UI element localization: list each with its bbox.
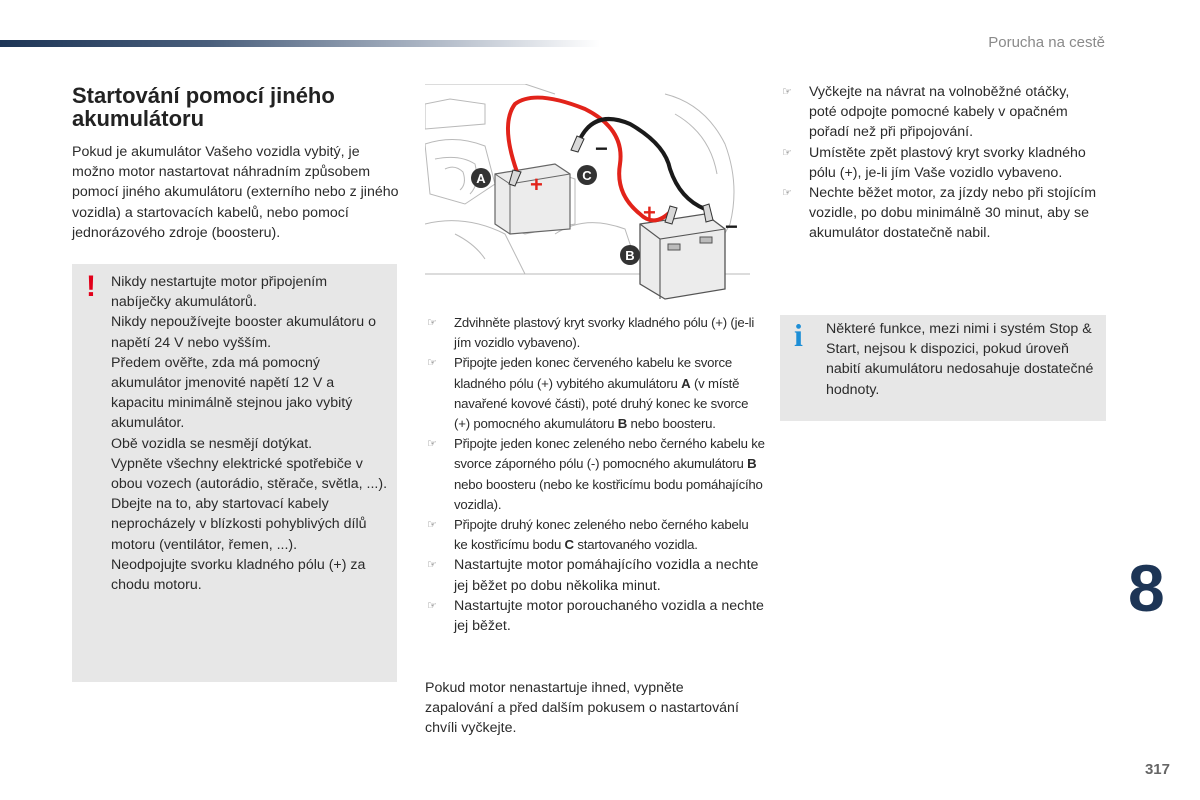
step-item: ☞ Připojte jeden konec červeného kabelu ke svorce kladného pólu (+) vybitého akumulátoru A (v místě navařené kovové části), poté druhý konec ke svorce (+) pomocného akumulátoru B nebo boosteru. <box>427 355 749 432</box>
disconnection-steps <box>780 82 1100 244</box>
pointing-hand-icon: ☞ <box>782 86 792 98</box>
warning-line: Předem ověřte, zda má pomocný akumulátor jmenovité napětí 12 V a kapacitu minimálně stejnou jako vybitý akumulátor. <box>111 354 353 432</box>
minus-sign: − <box>595 136 608 161</box>
connection-steps <box>425 313 765 636</box>
step-item: ☞ Zdvihněte plastový kryt svorky kladného pólu (+) (je-li jím vozidlo vybaveno). <box>427 315 755 351</box>
svg-text:C: C <box>582 168 592 183</box>
step-item: ☞ Nastartujte motor pomáhajícího vozidla a nechte jej běžet po dobu několika minut. <box>427 557 759 594</box>
label-a <box>471 168 491 188</box>
retry-note: Pokud motor nenastartuje ihned, vypněte zapalování a před dalším pokusem o nastartování chvíli vyčkejte. <box>425 680 739 737</box>
pointing-hand-icon: ☞ <box>427 559 437 572</box>
jump-start-illustration <box>425 84 750 304</box>
header-accent-bar <box>0 40 600 47</box>
black-cable <box>580 119 705 209</box>
pointing-hand-icon: ☞ <box>782 146 792 159</box>
step-item: ☞ Připojte druhý konec zeleného nebo černého kabelu ke kostřicímu bodu C startovaného vozidla. <box>427 517 749 553</box>
step-item: ☞ Připojte jeden konec zeleného nebo černého kabelu ke svorce záporného pólu (-) pomocného akumulátoru B nebo boosteru (nebo ke kostřicímu bodu pomáhajícího vozidla). <box>427 436 765 512</box>
minus-sign: − <box>725 214 738 239</box>
warning-line: Vypněte všechny elektrické spotřebiče v obou vozech (autorádio, stěrače, světla, ...). <box>111 455 388 493</box>
step-item: ☞ Umístěte zpět plastový kryt svorky kladného pólu (+), je-li jím Vaše vozidlo vybaveno. <box>782 144 1086 181</box>
info-text: Některé funkce, mezi nimi i systém Stop & Start, nejsou k dispozici, pokud úroveň nabití akumulátoru nedosahuje dostatečné hodnoty. <box>826 321 1094 398</box>
warning-icon: ! <box>86 270 96 303</box>
warning-line: Obě vozidla se nesmějí dotýkat. <box>111 435 313 452</box>
info-box <box>780 315 1106 421</box>
page-title: Startování pomocí jiného akumulátoru <box>72 83 335 131</box>
warning-line: Dbejte na to, aby startovací kabely neprocházely v blízkosti pohyblivých dílů motoru (ventilátor, řemen, ...). <box>111 496 367 553</box>
plus-sign: + <box>530 172 543 197</box>
warning-text <box>111 272 389 595</box>
chapter-number: 8 <box>1128 551 1165 625</box>
pointing-hand-icon: ☞ <box>427 317 437 329</box>
label-c <box>577 165 597 185</box>
step-item: ☞ Vyčkejte na návrat na volnoběžné otáčky, poté odpojte pomocné kabely v opačném pořadí než při připojování. <box>782 84 1070 141</box>
battery-b <box>640 214 725 299</box>
section-header: Porucha na cestě <box>988 34 1105 51</box>
pointing-hand-icon: ☞ <box>427 438 437 451</box>
pointing-hand-icon: ☞ <box>427 357 437 370</box>
info-icon: i <box>794 317 803 353</box>
warning-box <box>72 264 397 682</box>
page-number: 317 <box>1144 761 1170 778</box>
svg-text:B: B <box>625 248 635 263</box>
warning-line: Neodpojujte svorku kladného pólu (+) za chodu motoru. <box>111 556 366 594</box>
pointing-hand-icon: ☞ <box>782 187 792 200</box>
label-b <box>620 245 640 265</box>
plus-sign: + <box>643 200 656 225</box>
warning-line: Nikdy nestartujte motor připojením nabíječky akumulátorů. <box>111 274 328 311</box>
pointing-hand-icon: ☞ <box>427 519 437 532</box>
warning-line: Nikdy nepoužívejte booster akumulátoru o napětí 24 V nebo vyšším. <box>111 314 376 351</box>
step-item: ☞ Nechte běžet motor, za jízdy nebo při stojícím vozidle, po dobu minimálně 30 minut, aby se akumulátor dostatečně nabil. <box>782 185 1097 242</box>
pointing-hand-icon: ☞ <box>427 599 437 612</box>
intro-paragraph: Pokud je akumulátor Vašeho vozidla vybitý, je možno motor nastartovat náhradním způsobem pomocí jiného akumulátoru (externího nebo z jiného vozidla) a startovacích kabelů, nebo pomocí jednorázového zdroje (boosteru). <box>72 144 399 241</box>
step-item: ☞ Nastartujte motor porouchaného vozidla a nechte jej běžet. <box>427 597 764 635</box>
svg-text:A: A <box>476 171 486 186</box>
